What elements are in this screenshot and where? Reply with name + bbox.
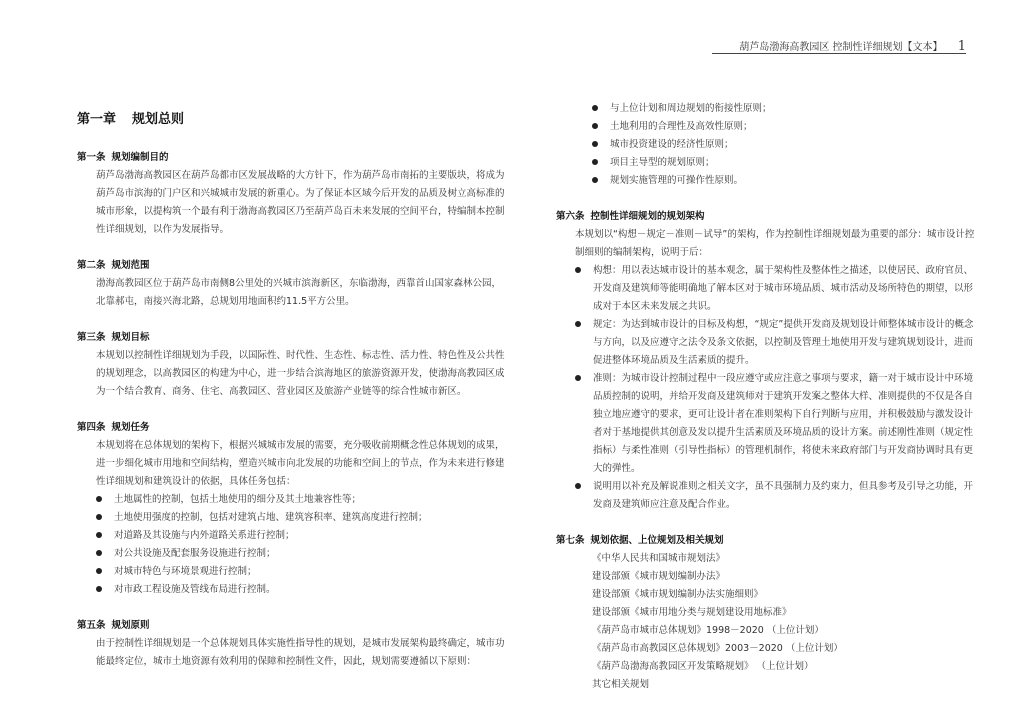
bullet-icon: [575, 375, 581, 381]
bullet-icon: [575, 321, 581, 327]
list-item: 说明用以补充及解说准则之相关文字，虽不具强制力及约束力，但具参考及引导之功能，开发商及建筑师应注意及配合作业。: [575, 478, 976, 514]
article-heading: 规划目标: [111, 332, 150, 343]
bullet-icon: [96, 514, 102, 520]
article-number: 第三条: [77, 332, 106, 343]
article-6: [556, 208, 976, 514]
list-item: 对道路及其设施与内外道路关系进行控制；: [96, 527, 505, 545]
header-rule: [712, 53, 966, 54]
article-body: 由于控制性详细规划是一个总体规划具体实施性指导性的规划，是城市发展架构最终确定，城市功能最终定位，城市土地资源有效利用的保障和控制性文件，因此，规划需要遵循以下原则：: [96, 638, 505, 667]
article-number: 第五条: [77, 620, 106, 631]
list-item: 规定：为达到城市设计的目标及构想，“规定”提供开发商及规划设计师整体城市设计的概念与方向，以及应遵守之法令及条文依据，以控制及管理土地使用开发与建筑规划设计，进而促进整体环境品质及生活素质的提升。: [575, 316, 976, 370]
list-item: 与上位计划和周边规划的衔接性原则；: [592, 100, 976, 118]
chapter-heading: [77, 108, 505, 127]
bullet-icon: [592, 141, 598, 147]
list-item: 项目主导型的规划原则；: [592, 154, 976, 172]
article-title: [77, 257, 505, 275]
article-body: 本规划将在总体规划的架构下，根据兴城城市发展的需要，充分吸收前期概念性总体规划的成果，进一步细化城市用地和空间结构，塑造兴城市向北发展的功能和空间上的节点，作为未来进行修建性详细规划和建筑设计的依据，具体任务包括：: [96, 440, 505, 487]
list-item: 准则：为城市设计控制过程中一段应遵守或应注意之事项与要求，籍一对于城市设计中环境品质控制的说明，并给开发商及建筑师对于建筑开发案之整体大样、准则提供的不仅是各自独立地应遵守的要求，更可让设计者在准则架构下自行判断与应用，并积极鼓励与激发设计者对于基地提供其创意及发以提升生活素质及环境品质的设计方案。前述刚性准则（规定性指标）与柔性准则（引导性指标）的管理机制作，将使未来政府部门与开发商协调时具有更大的弹性。: [575, 370, 976, 478]
article-number: 第四条: [77, 422, 106, 433]
article-1: [77, 149, 505, 239]
list-item: 建设部颁《城市规划编制办法》: [592, 571, 726, 582]
bullet-icon: [96, 496, 102, 502]
article-heading: 控制性详细规划的规划架构: [590, 211, 705, 222]
article-title: [77, 617, 505, 635]
article-body: 葫芦岛渤海高教园区在葫芦岛都市区发展战略的大方针下，作为葫芦岛市南拓的主要版块，将成为葫芦岛市滨海的门户区和兴城城市发展的新重心。为了保证本区域今后开发的品质及树立高标准的城市形象，以提构筑一个最有利于渤海高教园区乃至葫芦岛百未来发展的空间平台，特编制本控制性详细规划，以作为发展指导。: [96, 170, 505, 235]
article-5: [77, 617, 505, 671]
list-item: 建设部颁《城市规划编制办法实施细则》: [592, 589, 764, 600]
article-number: 第六条: [556, 211, 585, 222]
bullet-icon: [592, 177, 598, 183]
list-item: 土地利用的合理性及高效性原则；: [592, 118, 976, 136]
article-title: [77, 329, 505, 347]
principle-list: [556, 100, 976, 190]
article-heading: 规划范围: [111, 260, 150, 271]
list-item: 其它相关规划: [592, 679, 650, 690]
article-4: [77, 419, 505, 599]
list-item: 《中华人民共和国城市规划法》: [592, 553, 726, 564]
article-number: 第一条: [77, 152, 106, 163]
article-7: [556, 532, 976, 694]
list-item: 土地使用强度的控制，包括对建筑占地、建筑容积率、建筑高度进行控制；: [96, 509, 505, 527]
article-title: [77, 149, 505, 167]
article-body: 本规划以控制性详细规划为手段，以国际性、时代性、生态性、标志性、活力性、特色性及公共性的规划理念，以高教园区的构建为中心，进一步结合滨海地区的旅游资源开发，使渤海高教园区成为一个结合教育、商务、住宅、高教园区、营业园区及旅游产业链等的综合性城市新区。: [96, 350, 505, 397]
bullet-icon: [96, 568, 102, 574]
list-item: 《葫芦岛渤海高教园区开发策略规划》 （上位计划）: [592, 661, 814, 672]
article-body: 渤海高教园区位于葫芦岛市南侧8公里处的兴城市滨海新区，东临渤海，西靠首山国家森林公园，北靠郝屯，南接兴海北路，总规划用地面积约11.5平方公里。: [96, 278, 502, 307]
principles: [556, 100, 976, 190]
bullet-icon: [592, 105, 598, 111]
left-column: [77, 108, 505, 689]
list-item: 对城市特色与环境景观进行控制；: [96, 563, 505, 581]
article-title: [77, 419, 505, 437]
article-heading: 规划编制目的: [111, 152, 169, 163]
bullet-icon: [575, 267, 581, 273]
list-item: 构想：用以表达城市设计的基本观念，属于架构性及整体性之描述，以使居民、政府官员、开发商及建筑师等能明确地了解本区对于城市环境品质、城市活动及场所特色的期望，以形成对于本区未来发展之共识。: [575, 262, 976, 316]
article-heading: 规划任务: [111, 422, 150, 433]
list-item: 《葫芦岛市城市总体规划》1998－2020 （上位计划）: [592, 625, 824, 636]
bullet-icon: [96, 550, 102, 556]
bullet-icon: [96, 586, 102, 592]
chapter-title: 规划总则: [132, 112, 185, 127]
list-item: 规划实施管理的可操作性原则。: [592, 172, 976, 190]
article-number: 第七条: [556, 535, 585, 546]
article-heading: 规划依据、上位规划及相关规划: [590, 535, 724, 546]
right-column: [556, 100, 976, 712]
list-item: 《葫芦岛市高教园区总体规划》2003－2020 （上位计划）: [592, 643, 843, 654]
chapter-number: 第一章: [77, 112, 117, 127]
bullet-icon: [592, 123, 598, 129]
page-number: 1: [957, 39, 966, 54]
article-title: [556, 208, 976, 226]
reference-list: [556, 550, 976, 694]
bullet-icon: [592, 159, 598, 165]
article-heading: 规划原则: [111, 620, 150, 631]
task-list: [77, 491, 505, 599]
article-body: 本规划以“构想－规定－准则－试导”的架构，作为控制性详细规划最为重要的部分：城市设计控制细则的编制架构，说明于后：: [575, 229, 975, 258]
list-item: 城市投资建设的经济性原则；: [592, 136, 976, 154]
bullet-icon: [96, 532, 102, 538]
page-header: [739, 38, 966, 54]
article-3: [77, 329, 505, 401]
framework-list: [556, 262, 976, 514]
list-item: 对市政工程设施及管线布局进行控制。: [96, 581, 505, 599]
article-title: [556, 532, 976, 550]
bullet-icon: [575, 483, 581, 489]
header-title: 葫芦岛渤海高教园区 控制性详细规划【文本】: [739, 42, 943, 53]
list-item: 土地属性的控制，包括土地使用的细分及其土地兼容性等；: [96, 491, 505, 509]
list-item: 建设部颁《城市用地分类与规划建设用地标准》: [592, 607, 792, 618]
list-item: 对公共设施及配套服务设施进行控制；: [96, 545, 505, 563]
article-2: [77, 257, 505, 311]
article-number: 第二条: [77, 260, 106, 271]
